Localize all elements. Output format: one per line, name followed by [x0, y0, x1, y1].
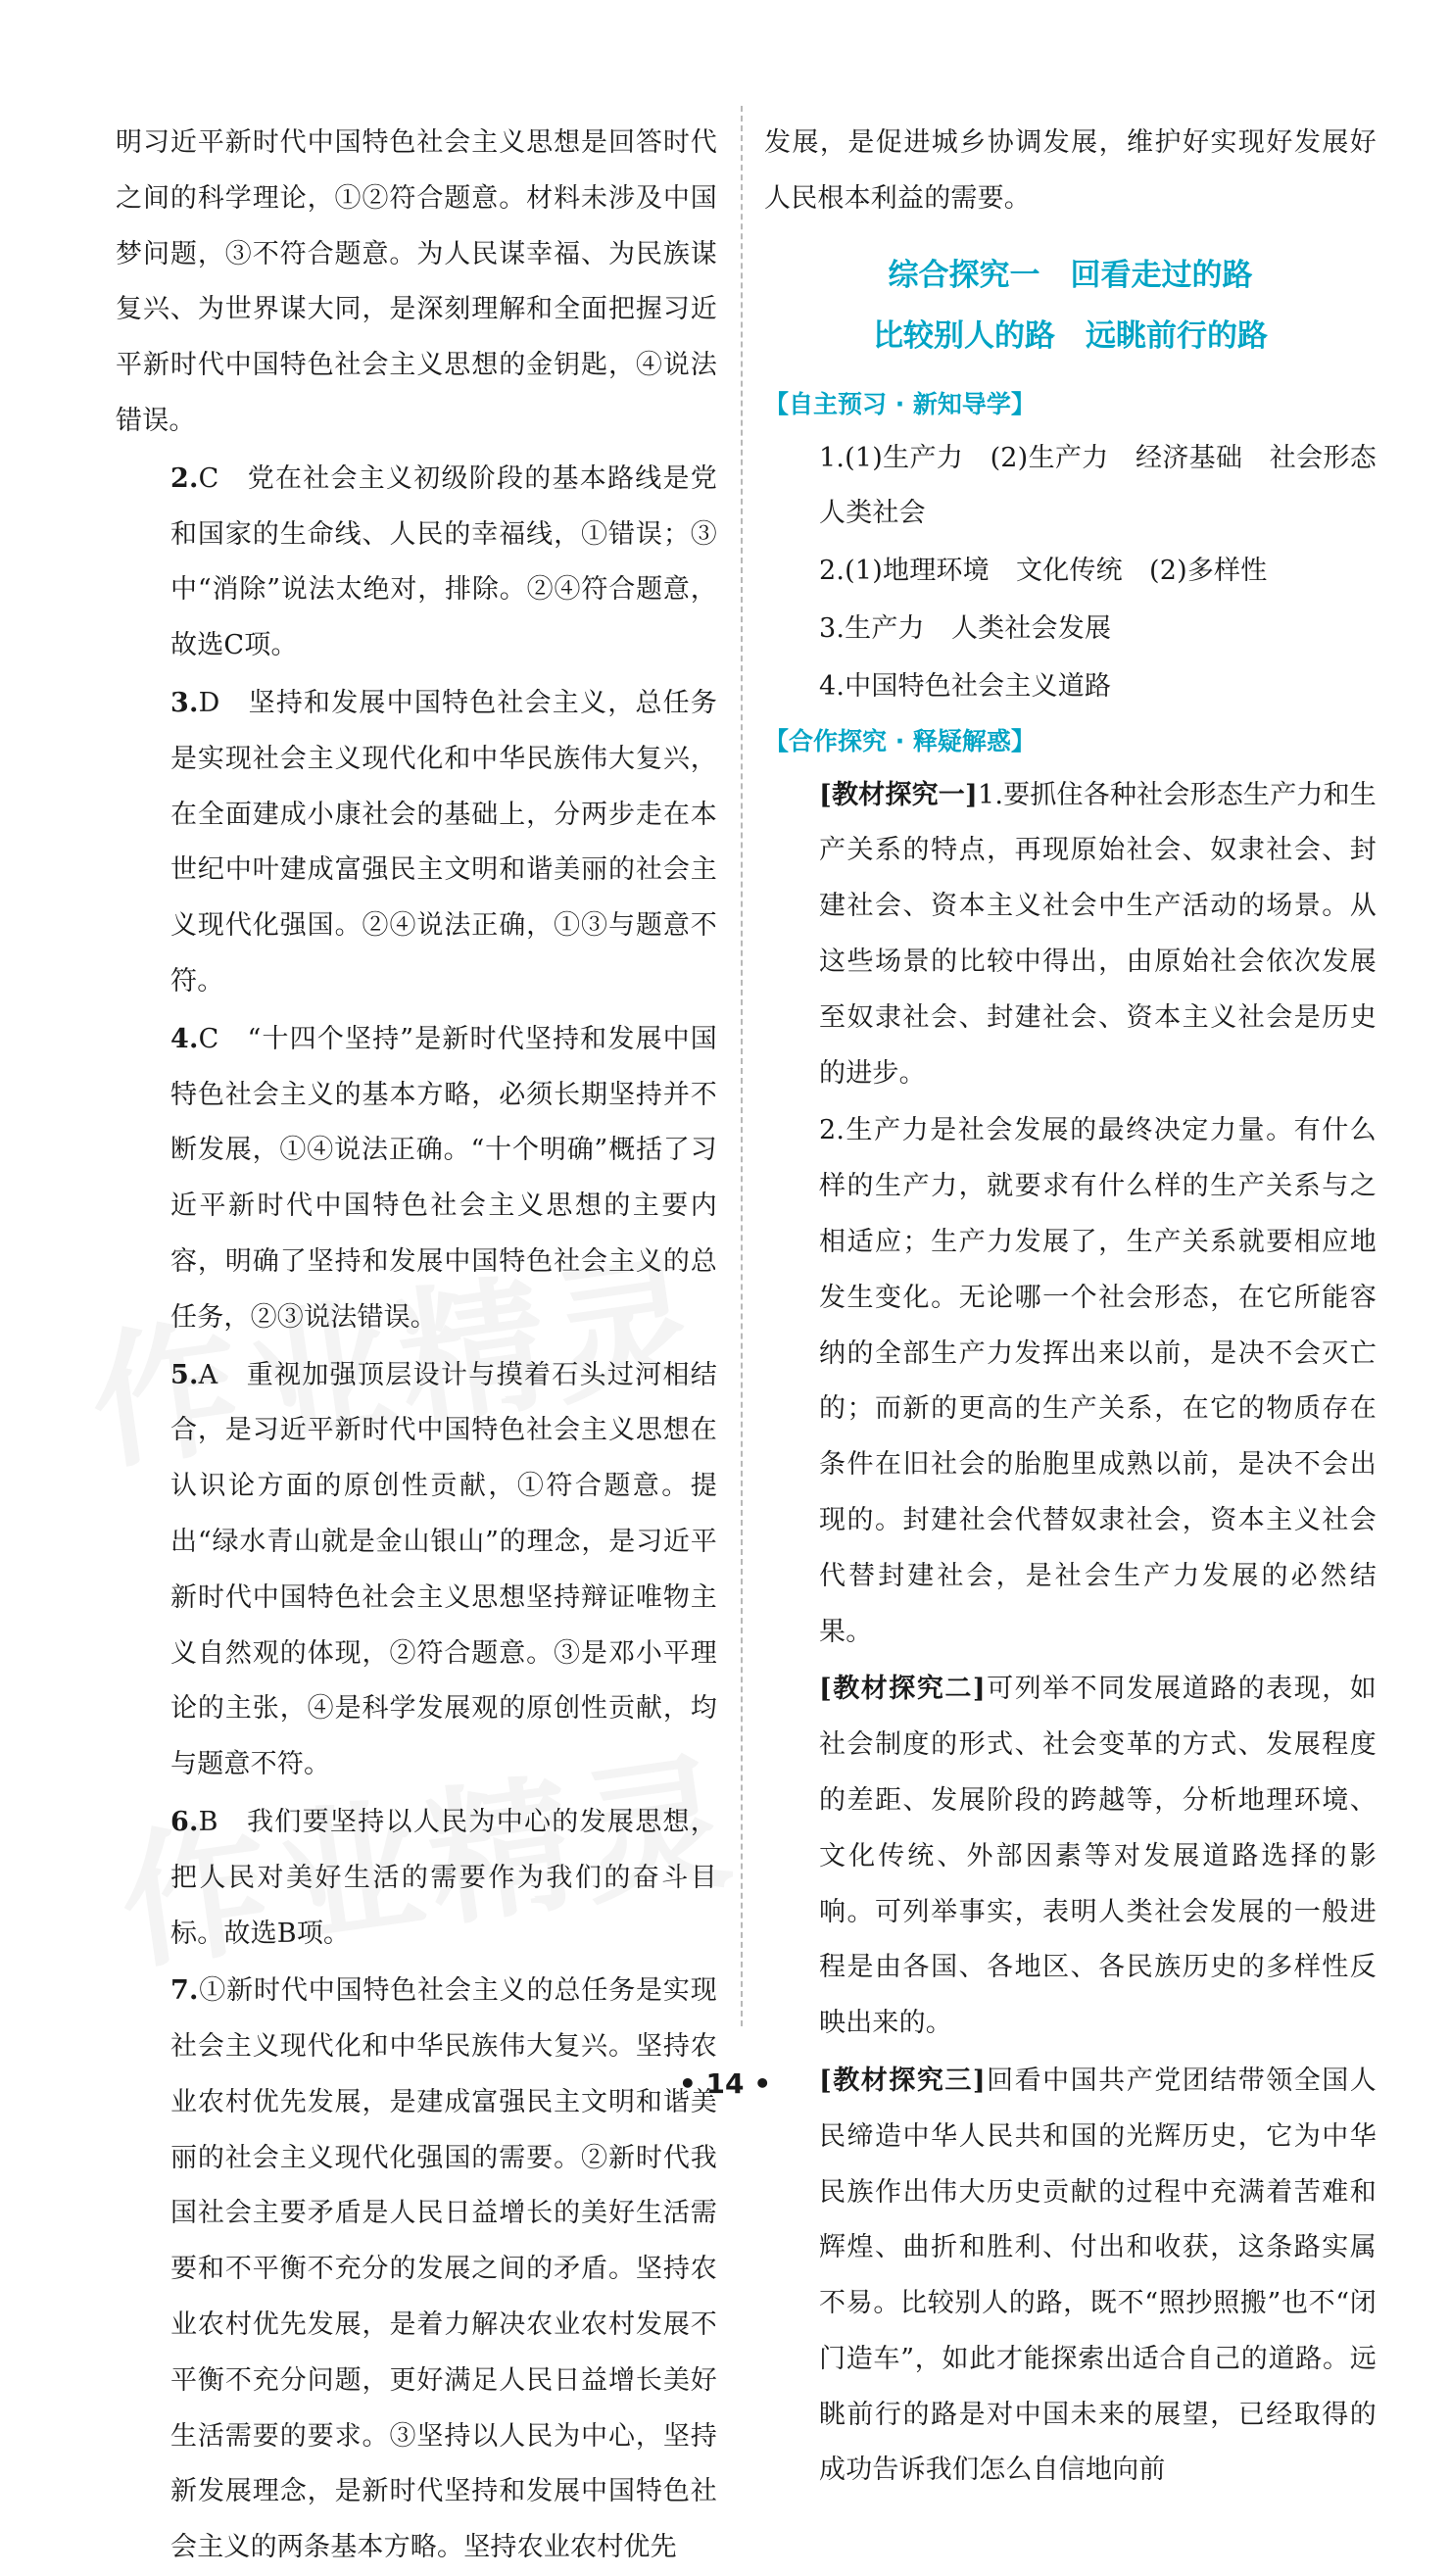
- explore-paragraph: 2.生产力是社会发展的最终决定力量。有什么样的生产力，就要求有什么样的生产关系与之相适应；生产力发展了，生产关系就要相应地发生变化。无论哪一个社会形态，在它所能容纳的全部生产力发挥出来以前，是决不会灭亡的；而新的更高的生产关系，在它的物质存在条件在旧社会的胎胞里成熟以前，是决不会出现的。封建社会代替奴隶社会，资本主义社会代替封建社会，是社会生产力发展的必然结果。: [819, 1115, 1377, 1647]
- explore-tag: [教材探究二]: [819, 1674, 986, 1705]
- answer-paragraph: 3.D 坚持和发展中国特色社会主义，总任务是实现社会主义现代化和中华民族伟大复兴，在全面建成小康社会的基础上，分两步走在本世纪中叶建成富强民主文明和谐美丽的社会主义现代化强国。②④说法正确，①③与题意不符。: [170, 687, 717, 996]
- answer-paragraph: 5.A 重视加强顶层设计与摸着石头过河相结合，是习近平新时代中国特色社会主义思想在认识论方面的原创性贡献，①符合题意。提出“绿水青山就是金山银山”的理念，是习近平新时代中国特色社会主义思想坚持辩证唯物主义自然观的体现，②符合题意。③是邓小平理论的主张，④是科学发展观的原创性贡献，均与题意不符。: [170, 1359, 717, 1780]
- heading-line-1: 综合探究一 回看走过的路: [888, 257, 1253, 293]
- explore-paragraph: [教材探究二]可列举不同发展道路的表现，如社会制度的形式、社会变革的方式、发展程度的差距、发展阶段的跨越等，分析地理环境、文化传统、外部因素等对发展道路选择的影响。可列举事实，表明人类社会发展的一般进程是由各国、各地区、各民族历史的多样性反映出来的。: [819, 1674, 1377, 2039]
- section-heading: [764, 245, 1377, 366]
- column-divider: [741, 106, 743, 2026]
- answer-paragraph: 6.B 我们要坚持以人民为中心的发展思想，把人民对美好生活的需要作为我们的奋斗目标。故选B项。: [170, 1806, 717, 1949]
- intro-paragraph: 发展，是促进城乡协调发展，维护好实现好发展好人民根本利益的需要。: [764, 127, 1377, 214]
- answer-paragraph: 7.①新时代中国特色社会主义的总任务是实现社会主义现代化和中华民族伟大复兴。坚持农业农村优先发展，是建成富强民主文明和谐美丽的社会主义现代化强国的需要。②新时代我国社会主要矛盾是人民日益增长的美好生活需要和不平衡不充分的发展之间的矛盾。坚持农业农村优先发展，是着力解决农业农村发展不平衡不充分问题，更好满足人民日益增长美好生活需要的要求。③坚持以人民为中心，坚持新发展理念，是新时代坚持和发展中国特色社会主义的两条基本方略。坚持农业农村优先: [170, 1975, 717, 2563]
- heading-line-2: 比较别人的路 远眺前行的路: [873, 317, 1268, 354]
- explore-tag: [教材探究三]: [819, 2065, 986, 2096]
- explore-paragraph: [教材探究一]1.要抓住各种社会形态生产力和生产关系的特点，再现原始社会、奴隶社会、封建社会、资本主义社会中生产活动的场景。从这些场景的比较中得出，由原始社会依次发展至奴隶社会、封建社会、资本主义社会是历史的进步。: [819, 779, 1377, 1089]
- subsection-explore: 【合作探究 · 释疑解惑】: [764, 726, 1036, 755]
- explore-paragraph: [教材探究三]回看中国共产党团结带领全国人民缔造中华人民共和国的光辉历史，它为中华民族作出伟大历史贡献的过程中充满着苦难和辉煌、曲折和胜利、付出和收获，这条路实属不易。比较别人的路，既不“照抄照搬”也不“闭门造车”，如此才能探索出适合自己的道路。远眺前行的路是对中国未来的展望，已经取得的成功告诉我们怎么自信地向前: [819, 2065, 1377, 2486]
- preview-item: 4.中国特色社会主义道路: [819, 670, 1112, 702]
- page-number: • 14 •: [678, 2067, 772, 2100]
- subsection-preview: 【自主预习 · 新知导学】: [764, 389, 1036, 418]
- answer-paragraph: 明习近平新时代中国特色社会主义思想是回答时代之间的科学理论，①②符合题意。材料未涉及中国梦问题，③不符合题意。为人民谋幸福、为民族谋复兴、为世界谋大同，是深刻理解和全面把握习近平新时代中国特色社会主义思想的金钥匙，④说法错误。: [116, 127, 717, 436]
- answer-paragraph: 2.C 党在社会主义初级阶段的基本路线是党和国家的生命线、人民的幸福线，①错误；③中“消除”说法太绝对，排除。②④符合题意，故选C项。: [170, 462, 717, 661]
- explore-tag: [教材探究一]: [819, 779, 978, 810]
- left-column: [116, 116, 717, 2576]
- right-column: [764, 116, 1404, 2499]
- preview-item: 1.(1)生产力 (2)生产力 经济基础 社会形态 人类社会: [819, 442, 1404, 529]
- answer-paragraph: 4.C “十四个坚持”是新时代坚持和发展中国特色社会主义的基本方略，必须长期坚持并不断发展，①④说法正确。“十个明确”概括了习近平新时代中国特色社会主义思想的主要内容，明确了坚持和发展中国特色社会主义的总任务，②③说法错误。: [170, 1023, 717, 1333]
- preview-item: 2.(1)地理环境 文化传统 (2)多样性: [819, 556, 1268, 587]
- preview-item: 3.生产力 人类社会发展: [819, 612, 1112, 644]
